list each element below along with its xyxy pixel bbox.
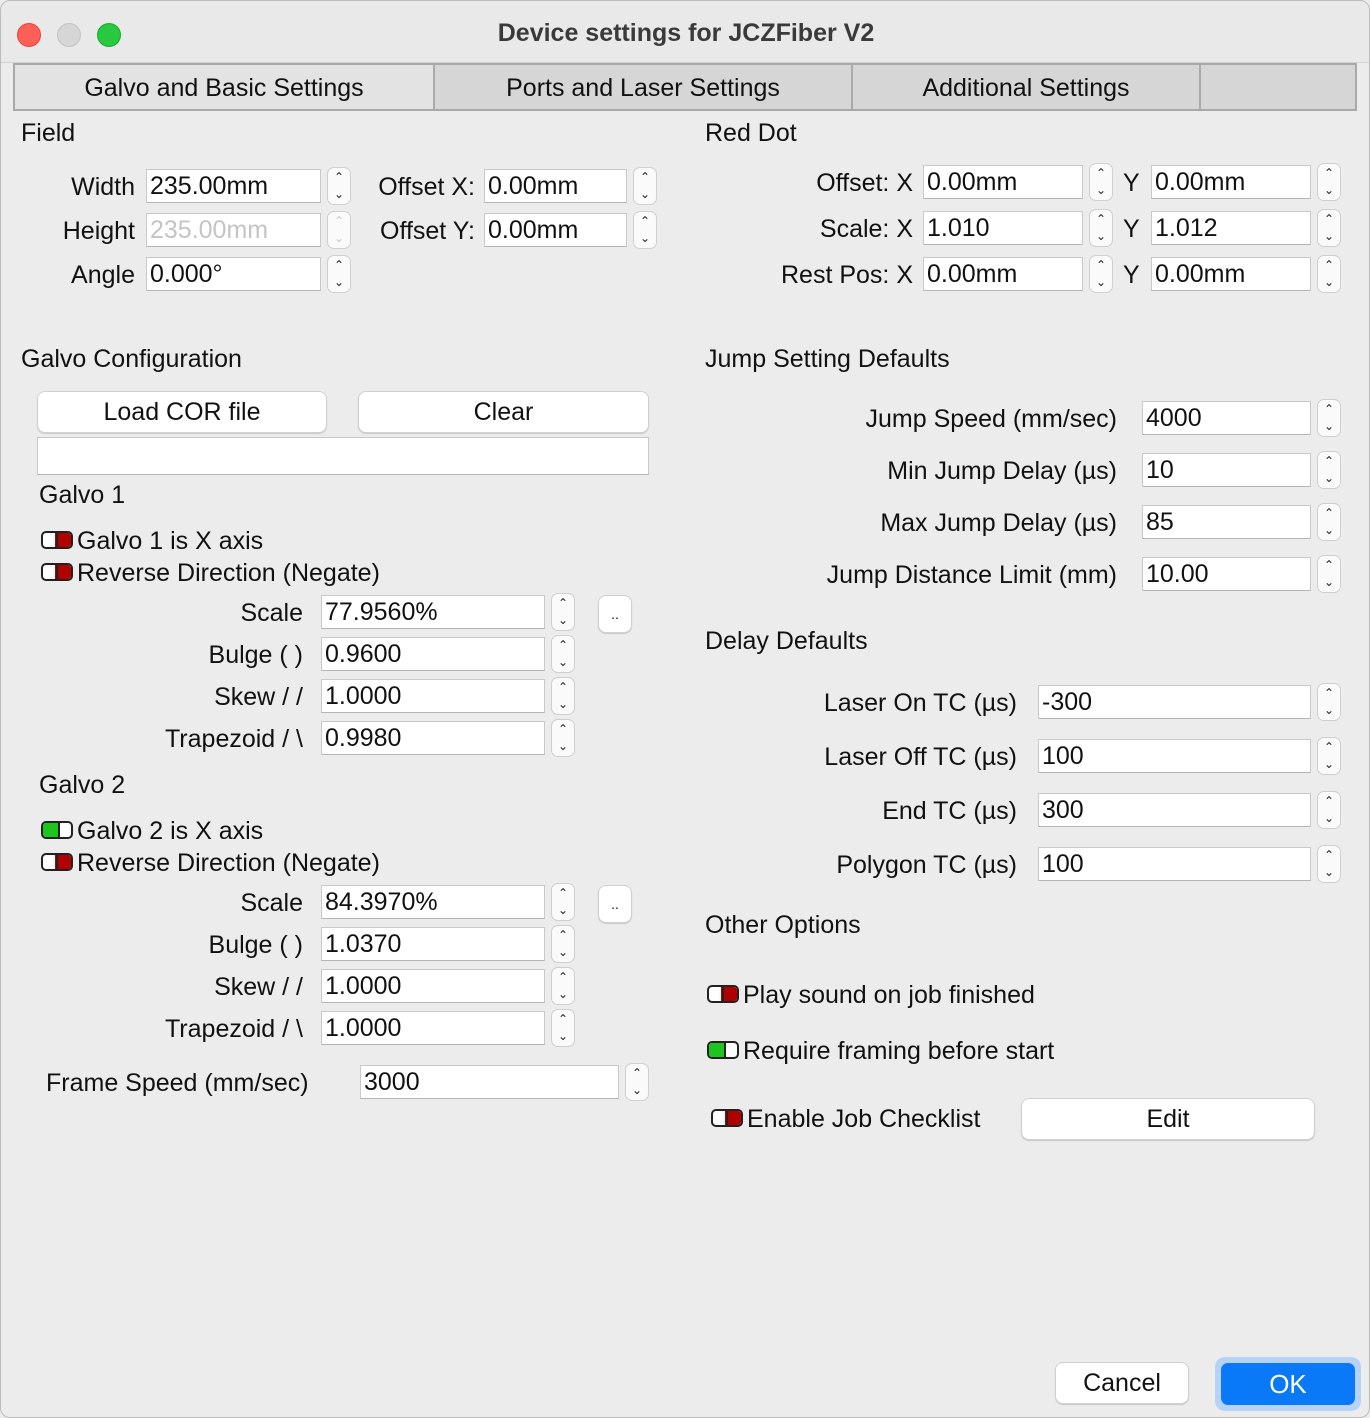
- offset-x-input[interactable]: 0.00mm: [484, 169, 627, 203]
- window-title: Device settings for JCZFiber V2: [497, 19, 875, 47]
- ok-button[interactable]: [1215, 1357, 1361, 1411]
- cor-file-path-field[interactable]: [37, 437, 649, 475]
- max-jump-delay-input[interactable]: 85: [1142, 505, 1311, 539]
- chevron-up-icon[interactable]: ⌃: [333, 170, 345, 184]
- chevron-up-icon[interactable]: ⌃: [557, 638, 569, 652]
- red-dot-offset-label: Offset: X: [816, 169, 913, 197]
- laser-on-tc-label: Laser On TC (µs): [823, 689, 1017, 717]
- chevron-up-icon[interactable]: ⌃: [557, 886, 569, 900]
- galvo2-title: Galvo 2: [39, 771, 126, 799]
- chevron-down-icon[interactable]: ⌄: [639, 231, 651, 245]
- galvo1-trapezoid-stepper[interactable]: [551, 719, 575, 757]
- chevron-up-icon[interactable]: ⌃: [1323, 794, 1335, 808]
- red-dot-offset-x-stepper[interactable]: [1089, 163, 1113, 201]
- width-input[interactable]: 235.00mm: [146, 169, 321, 203]
- width-label: Width: [71, 173, 135, 201]
- galvo1-is-x-toggle[interactable]: [41, 531, 73, 549]
- chevron-down-icon[interactable]: ⌄: [557, 655, 569, 669]
- chevron-up-icon[interactable]: ⌃: [1095, 166, 1107, 180]
- chevron-down-icon[interactable]: ⌄: [1323, 523, 1335, 537]
- frame-speed-stepper[interactable]: [625, 1063, 649, 1101]
- chevron-down-icon[interactable]: ⌄: [557, 945, 569, 959]
- chevron-down-icon[interactable]: ⌄: [1323, 865, 1335, 879]
- galvo1-reverse-label: Reverse Direction (Negate): [77, 559, 380, 587]
- galvo1-is-x-label: Galvo 1 is X axis: [77, 527, 264, 555]
- red-dot-scale-label: Scale: X: [819, 215, 913, 243]
- title-bar: [1, 1, 1370, 63]
- chevron-down-icon[interactable]: ⌄: [557, 697, 569, 711]
- red-dot-offset-y-input[interactable]: 0.00mm: [1151, 165, 1311, 199]
- chevron-up-icon[interactable]: ⌃: [557, 680, 569, 694]
- galvo2-more-button[interactable]: ..: [598, 885, 632, 923]
- chevron-up-icon[interactable]: ⌃: [557, 970, 569, 984]
- end-tc-input[interactable]: 300: [1038, 793, 1311, 827]
- chevron-up-icon[interactable]: ⌃: [557, 928, 569, 942]
- end-tc-label: End TC (µs): [882, 797, 1017, 825]
- chevron-down-icon[interactable]: ⌄: [1323, 275, 1335, 289]
- red-dot-offset-x-input[interactable]: 0.00mm: [923, 165, 1083, 199]
- chevron-up-icon: ⌃: [333, 214, 345, 228]
- chevron-up-icon[interactable]: ⌃: [1095, 258, 1107, 272]
- galvo1-bulge-input[interactable]: 0.9600: [321, 637, 545, 671]
- galvo2-trapezoid-input[interactable]: 1.0000: [321, 1011, 545, 1045]
- frame-speed-label: Frame Speed (mm/sec): [46, 1069, 309, 1097]
- chevron-down-icon[interactable]: ⌄: [1095, 183, 1107, 197]
- chevron-up-icon[interactable]: ⌃: [1323, 166, 1335, 180]
- galvo2-bulge-stepper[interactable]: [551, 925, 575, 963]
- galvo2-scale-label: Scale: [240, 889, 303, 917]
- angle-input[interactable]: 0.000°: [146, 257, 321, 291]
- chevron-down-icon[interactable]: ⌄: [1323, 471, 1335, 485]
- galvo1-skew-input[interactable]: 1.0000: [321, 679, 545, 713]
- galvo1-skew-stepper[interactable]: [551, 677, 575, 715]
- galvo1-scale-input[interactable]: 77.9560%: [321, 595, 545, 629]
- chevron-down-icon[interactable]: ⌄: [1323, 229, 1335, 243]
- chevron-up-icon[interactable]: ⌃: [1323, 402, 1335, 416]
- chevron-up-icon[interactable]: ⌃: [557, 722, 569, 736]
- polygon-tc-stepper[interactable]: [1317, 845, 1341, 883]
- red-dot-scale-x-input[interactable]: 1.010: [923, 211, 1083, 245]
- red-dot-rest-y-input[interactable]: 0.00mm: [1151, 257, 1311, 291]
- chevron-down-icon[interactable]: ⌄: [1095, 275, 1107, 289]
- chevron-up-icon[interactable]: ⌃: [557, 596, 569, 610]
- height-stepper: [327, 211, 351, 249]
- min-jump-delay-stepper[interactable]: [1317, 451, 1341, 489]
- galvo1-bulge-stepper[interactable]: [551, 635, 575, 673]
- frame-speed-input[interactable]: 3000: [360, 1065, 619, 1099]
- galvo2-trapezoid-stepper[interactable]: [551, 1009, 575, 1047]
- galvo1-skew-label: Skew / /: [214, 683, 303, 711]
- galvo1-trapezoid-input[interactable]: 0.9980: [321, 721, 545, 755]
- require-framing-toggle[interactable]: [707, 1041, 739, 1059]
- chevron-down-icon[interactable]: ⌄: [1323, 419, 1335, 433]
- jump-distance-label: Jump Distance Limit (mm): [826, 561, 1117, 589]
- tab-bar: [13, 63, 1357, 111]
- chevron-down-icon[interactable]: ⌄: [333, 275, 345, 289]
- chevron-down-icon[interactable]: ⌄: [557, 903, 569, 917]
- galvo1-reverse-toggle[interactable]: [41, 563, 73, 581]
- other-options-title: Other Options: [705, 911, 861, 939]
- max-jump-delay-label: Max Jump Delay (µs): [880, 509, 1117, 537]
- height-label: Height: [62, 217, 135, 245]
- edit-checklist-button[interactable]: Edit: [1021, 1098, 1315, 1140]
- chevron-down-icon[interactable]: ⌄: [557, 613, 569, 627]
- chevron-up-icon[interactable]: ⌃: [1323, 686, 1335, 700]
- galvo1-title: Galvo 1: [39, 481, 126, 509]
- red-dot-rest-x-stepper[interactable]: [1089, 255, 1113, 293]
- red-dot-rest-y-label: Y: [1123, 261, 1140, 289]
- tab-additional[interactable]: Additional Settings: [853, 65, 1201, 109]
- red-dot-rest-y-stepper[interactable]: [1317, 255, 1341, 293]
- jump-defaults-title: Jump Setting Defaults: [705, 345, 950, 373]
- chevron-down-icon[interactable]: ⌄: [1323, 703, 1335, 717]
- play-sound-toggle[interactable]: [707, 985, 739, 1003]
- offset-x-label: Offset X:: [378, 173, 475, 201]
- red-dot-scale-y-input[interactable]: 1.012: [1151, 211, 1311, 245]
- chevron-down-icon[interactable]: ⌄: [639, 187, 651, 201]
- red-dot-section-title: Red Dot: [705, 119, 797, 147]
- polygon-tc-input[interactable]: 100: [1038, 847, 1311, 881]
- galvo2-reverse-toggle[interactable]: [41, 853, 73, 871]
- load-cor-file-button[interactable]: Load COR file: [37, 391, 327, 433]
- galvo2-scale-input[interactable]: 84.3970%: [321, 885, 545, 919]
- polygon-tc-label: Polygon TC (µs): [836, 851, 1017, 879]
- chevron-down-icon[interactable]: ⌄: [557, 987, 569, 1001]
- laser-on-tc-input[interactable]: -300: [1038, 685, 1311, 719]
- chevron-up-icon[interactable]: ⌃: [1323, 212, 1335, 226]
- red-dot-rest-label: Rest Pos: X: [781, 261, 913, 289]
- chevron-up-icon[interactable]: ⌃: [1095, 212, 1107, 226]
- laser-on-tc-stepper[interactable]: [1317, 683, 1341, 721]
- chevron-up-icon[interactable]: ⌃: [639, 170, 651, 184]
- require-framing-label: Require framing before start: [743, 1037, 1055, 1065]
- galvo2-is-x-toggle[interactable]: [41, 821, 73, 839]
- delay-defaults-title: Delay Defaults: [705, 627, 868, 655]
- galvo1-bulge-label: Bulge ( ): [208, 641, 303, 669]
- chevron-down-icon[interactable]: ⌄: [1323, 757, 1335, 771]
- galvo2-skew-input[interactable]: 1.0000: [321, 969, 545, 1003]
- red-dot-scale-y-stepper[interactable]: [1317, 209, 1341, 247]
- offset-x-stepper[interactable]: [633, 167, 657, 205]
- jump-distance-input[interactable]: 10.00: [1142, 557, 1311, 591]
- chevron-down-icon[interactable]: ⌄: [1323, 811, 1335, 825]
- galvo2-is-x-label: Galvo 2 is X axis: [77, 817, 264, 845]
- red-dot-offset-y-label: Y: [1123, 169, 1140, 197]
- chevron-up-icon[interactable]: ⌃: [1323, 258, 1335, 272]
- angle-stepper[interactable]: [327, 255, 351, 293]
- galvo1-scale-stepper[interactable]: [551, 593, 575, 631]
- height-input: 235.00mm: [146, 213, 321, 247]
- width-stepper[interactable]: [327, 167, 351, 205]
- jump-speed-stepper[interactable]: [1317, 399, 1341, 437]
- chevron-down-icon[interactable]: ⌄: [1323, 575, 1335, 589]
- galvo-config-title: Galvo Configuration: [21, 345, 242, 373]
- galvo2-reverse-label: Reverse Direction (Negate): [77, 849, 380, 877]
- chevron-down-icon[interactable]: ⌄: [1095, 229, 1107, 243]
- play-sound-label: Play sound on job finished: [743, 981, 1035, 1009]
- tab-ports-laser[interactable]: Ports and Laser Settings: [435, 65, 853, 109]
- job-checklist-label: Enable Job Checklist: [747, 1105, 981, 1133]
- galvo2-skew-stepper[interactable]: [551, 967, 575, 1005]
- galvo1-trapezoid-label: Trapezoid / \: [164, 725, 303, 753]
- max-jump-delay-stepper[interactable]: [1317, 503, 1341, 541]
- chevron-up-icon[interactable]: ⌃: [333, 258, 345, 272]
- chevron-up-icon[interactable]: ⌃: [631, 1066, 643, 1080]
- clear-cor-button[interactable]: Clear: [358, 391, 649, 433]
- red-dot-rest-x-input[interactable]: 0.00mm: [923, 257, 1083, 291]
- tab-galvo-basic[interactable]: Galvo and Basic Settings: [15, 65, 435, 109]
- chevron-down-icon[interactable]: ⌄: [1323, 183, 1335, 197]
- ok-button-label[interactable]: OK: [1221, 1363, 1355, 1405]
- galvo1-scale-label: Scale: [240, 599, 303, 627]
- red-dot-scale-y-label: Y: [1123, 215, 1140, 243]
- offset-y-input[interactable]: 0.00mm: [484, 213, 627, 247]
- chevron-down-icon[interactable]: ⌄: [557, 739, 569, 753]
- chevron-up-icon[interactable]: ⌃: [1323, 740, 1335, 754]
- end-tc-stepper[interactable]: [1317, 791, 1341, 829]
- chevron-up-icon[interactable]: ⌃: [557, 1012, 569, 1026]
- galvo1-more-button[interactable]: ..: [598, 595, 632, 633]
- angle-label: Angle: [71, 261, 135, 289]
- jump-speed-label: Jump Speed (mm/sec): [865, 405, 1117, 433]
- chevron-up-icon[interactable]: ⌃: [1323, 848, 1335, 862]
- laser-off-tc-input[interactable]: 100: [1038, 739, 1311, 773]
- jump-speed-input[interactable]: 4000: [1142, 401, 1311, 435]
- galvo2-bulge-label: Bulge ( ): [208, 931, 303, 959]
- galvo2-bulge-input[interactable]: 1.0370: [321, 927, 545, 961]
- min-jump-delay-label: Min Jump Delay (µs): [887, 457, 1117, 485]
- chevron-up-icon[interactable]: ⌃: [639, 214, 651, 228]
- chevron-up-icon[interactable]: ⌃: [1323, 506, 1335, 520]
- jump-distance-stepper[interactable]: [1317, 555, 1341, 593]
- red-dot-offset-y-stepper[interactable]: [1317, 163, 1341, 201]
- offset-y-stepper[interactable]: [633, 211, 657, 249]
- cancel-button[interactable]: Cancel: [1055, 1362, 1189, 1404]
- chevron-up-icon[interactable]: ⌃: [1323, 454, 1335, 468]
- chevron-down-icon[interactable]: ⌄: [557, 1029, 569, 1043]
- laser-off-tc-label: Laser Off TC (µs): [824, 743, 1017, 771]
- chevron-down-icon: ⌄: [333, 231, 345, 245]
- red-dot-scale-x-stepper[interactable]: [1089, 209, 1113, 247]
- galvo2-skew-label: Skew / /: [214, 973, 303, 1001]
- job-checklist-toggle[interactable]: [711, 1109, 743, 1127]
- offset-y-label: Offset Y:: [380, 217, 475, 245]
- min-jump-delay-input[interactable]: 10: [1142, 453, 1311, 487]
- chevron-down-icon[interactable]: ⌄: [631, 1083, 643, 1097]
- chevron-up-icon[interactable]: ⌃: [1323, 558, 1335, 572]
- field-section-title: Field: [21, 119, 76, 147]
- galvo2-scale-stepper[interactable]: [551, 883, 575, 921]
- chevron-down-icon[interactable]: ⌄: [333, 187, 345, 201]
- laser-off-tc-stepper[interactable]: [1317, 737, 1341, 775]
- galvo2-trapezoid-label: Trapezoid / \: [164, 1015, 303, 1043]
